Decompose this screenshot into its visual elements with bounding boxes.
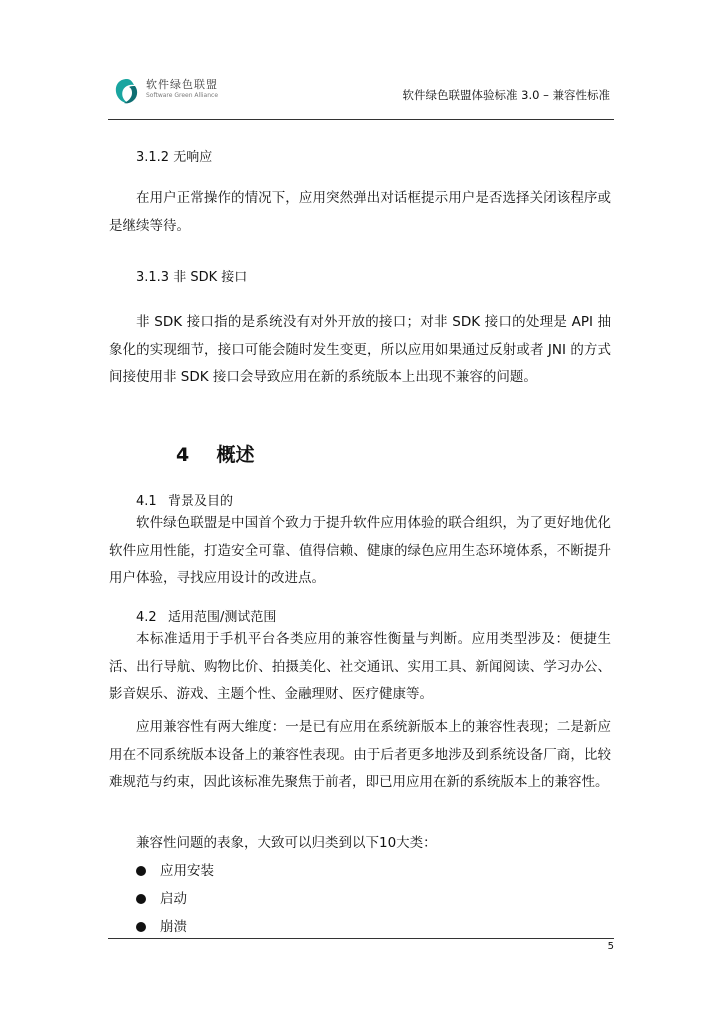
- section-number: 4.2: [136, 610, 157, 625]
- bullet-dot-icon: [136, 866, 146, 876]
- paragraph-no-response: 在用户正常操作的情况下，应用突然弹出对话框提示用户是否选择关闭该程序或是继续等待。: [109, 190, 611, 234]
- list-item: 启动: [136, 885, 214, 913]
- paragraph-non-sdk: 非 SDK 接口指的是系统没有对外开放的接口；对非 SDK 接口的处理是 API 抽象化的实现细节，接口可能会随时发生变更，所以应用如果通过反射或者 JNI 的方式间接使用非 SDK 接口会导致应用在新的系统版本上出现不兼容的问题。: [109, 314, 611, 385]
- paragraph-dimensions: 应用兼容性有两大维度：一是已有应用在系统新版本上的兼容性表现；二是新应用在不同系统版本设备上的兼容性表现。由于后者更多地涉及到系统设备厂商，比较难规范与约束，因此该标准先聚焦于前者，即已用应用在新的系统版本上的兼容性。: [109, 719, 611, 790]
- paragraph-categories: 兼容性问题的表象，大致可以归类到以下10大类：: [136, 835, 437, 851]
- bullet-dot-icon: [136, 922, 146, 932]
- paragraph-scope: 本标准适用于手机平台各类应用的兼容性衡量与判断。应用类型涉及：便捷生活、出行导航、购物比价、拍摄美化、社交通讯、实用工具、新闻阅读、学习办公、影音娱乐、游戏、主题个性、金融理财、医疗健康等。: [109, 631, 611, 702]
- page-header: [108, 72, 614, 118]
- alliance-logo-icon: [112, 76, 142, 106]
- list-item: 应用安装: [136, 857, 214, 885]
- alliance-logo: [112, 76, 252, 106]
- heading-4-2: [136, 606, 276, 625]
- section-title: 背景及目的: [168, 494, 234, 509]
- chapter-number: 4: [176, 444, 190, 466]
- chapter-title: 概述: [216, 444, 255, 466]
- page-number: 5: [607, 941, 614, 952]
- header-title: 软件绿色联盟体验标准 3.0 – 兼容性标准: [402, 88, 610, 102]
- header-rule: [108, 119, 614, 120]
- heading-4-1: [136, 490, 233, 509]
- section-number: 4.1: [136, 494, 157, 509]
- footer-rule: [108, 938, 614, 939]
- logo-english-text: Software Green Alliance: [146, 92, 219, 99]
- logo-chinese-text: 软件绿色联盟: [146, 78, 218, 91]
- section-title: 适用范围/测试范围: [168, 610, 277, 625]
- heading-3-1-2: 3.1.2 无响应: [136, 150, 213, 165]
- heading-3-1-3: 3.1.3 非 SDK 接口: [136, 270, 248, 285]
- list-item: 崩溃: [136, 913, 214, 941]
- bullet-dot-icon: [136, 894, 146, 904]
- category-list: [136, 857, 214, 941]
- chapter-heading-4: [176, 440, 255, 467]
- paragraph-background: 软件绿色联盟是中国首个致力于提升软件应用体验的联合组织，为了更好地优化软件应用性能，打造安全可靠、值得信赖、健康的绿色应用生态环境体系，不断提升用户体验，寻找应用设计的改进点。: [109, 515, 611, 586]
